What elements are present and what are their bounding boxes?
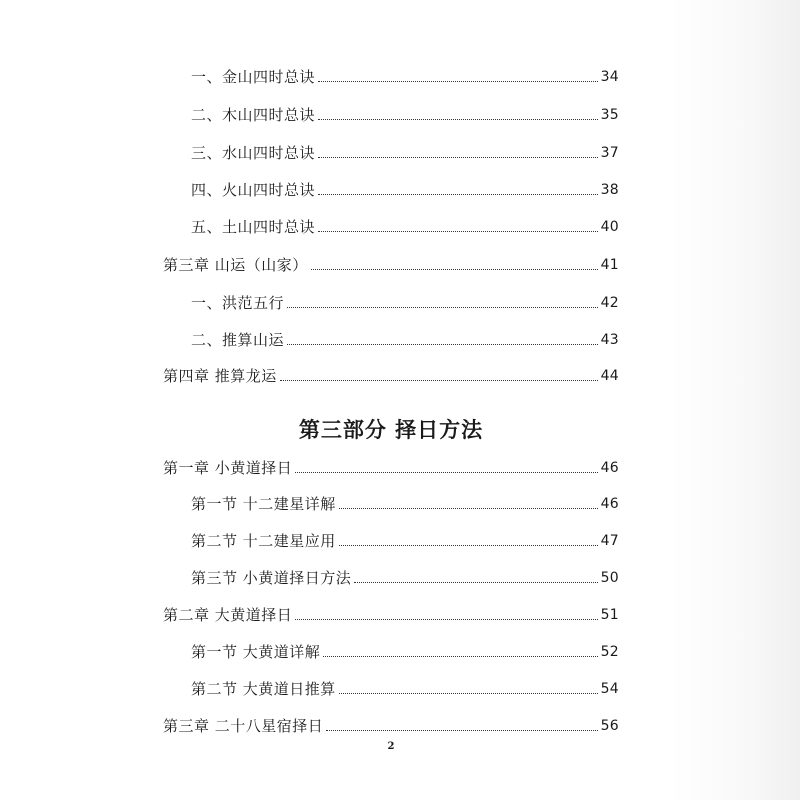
toc-chapter-entry[interactable]	[163, 362, 619, 386]
toc-entry-page: 37	[600, 145, 619, 161]
toc-leader-dots	[318, 193, 598, 195]
toc-leader-dots	[287, 343, 598, 345]
toc-entry-page: 40	[600, 219, 619, 235]
toc-entry-title: 第三节 小黄道择日方法	[191, 569, 352, 587]
toc-entry-title: 第一章 小黄道择日	[163, 459, 293, 477]
toc-entry-title: 第二节 大黄道日推算	[191, 680, 336, 698]
toc-entry-title: 第二章 大黄道择日	[163, 606, 293, 624]
toc-leader-dots	[318, 230, 598, 232]
toc-entry-title: 第一节 大黄道详解	[191, 643, 321, 661]
toc-chapter-entry[interactable]	[163, 712, 619, 736]
toc-leader-dots	[295, 471, 597, 473]
toc-entry[interactable]	[191, 527, 619, 551]
toc-entry-title: 四、火山四时总诀	[191, 181, 316, 199]
toc-entry[interactable]	[191, 139, 619, 163]
toc-entry-title: 三、水山四时总诀	[191, 144, 316, 162]
toc-entry[interactable]	[191, 675, 619, 699]
toc-entry-title: 五、土山四时总诀	[191, 218, 316, 236]
toc-entry-title: 一、洪范五行	[191, 294, 285, 312]
toc-leader-dots	[295, 618, 597, 620]
toc-entry-title: 一、金山四时总诀	[191, 68, 316, 86]
toc-entry[interactable]	[191, 176, 619, 200]
toc-entry[interactable]	[191, 213, 619, 237]
toc-entry-page: 34	[600, 69, 619, 85]
toc-entry[interactable]	[191, 289, 619, 313]
toc-entry[interactable]	[191, 63, 619, 87]
toc-entry-title: 第二节 十二建星应用	[191, 532, 336, 550]
toc-entry-page: 42	[600, 295, 619, 311]
page-number: 2	[387, 741, 395, 752]
toc-entry-title: 第一节 十二建星详解	[191, 495, 336, 513]
toc-entry[interactable]	[191, 326, 619, 350]
toc-leader-dots	[339, 692, 598, 694]
toc-entry-title: 二、木山四时总诀	[191, 106, 316, 124]
toc-entry-page: 35	[600, 107, 619, 123]
toc-leader-dots	[287, 306, 598, 308]
toc-leader-dots	[323, 655, 597, 657]
toc-leader-dots	[339, 507, 598, 509]
toc-entry-page: 56	[600, 718, 619, 734]
toc-entry-page: 47	[600, 533, 619, 549]
toc-leader-dots	[318, 80, 598, 82]
toc-chapter-entry[interactable]	[163, 454, 619, 478]
toc-entry-page: 44	[600, 368, 619, 384]
toc-entry-page: 54	[600, 681, 619, 697]
toc-entry[interactable]	[191, 101, 619, 125]
toc-entry-page: 46	[600, 496, 619, 512]
part-heading: 第三部分 择日方法	[298, 418, 484, 442]
toc-entry[interactable]	[191, 564, 619, 588]
toc-chapter-entry[interactable]	[163, 251, 619, 275]
toc-leader-dots	[318, 156, 598, 158]
toc-leader-dots	[311, 268, 598, 270]
toc-leader-dots	[280, 379, 598, 381]
toc-entry-title: 第四章 推算龙运	[163, 367, 277, 385]
toc-entry-page: 52	[600, 644, 619, 660]
toc-entry-page: 38	[600, 182, 619, 198]
toc-leader-dots	[339, 544, 598, 546]
toc-entry-page: 51	[600, 607, 619, 623]
toc-leader-dots	[318, 118, 598, 120]
toc-leader-dots	[326, 729, 597, 731]
toc-entry-page: 41	[600, 257, 619, 273]
toc-entry-page: 50	[600, 570, 619, 586]
toc-entry-title: 二、推算山运	[191, 331, 285, 349]
toc-entry[interactable]	[191, 490, 619, 514]
toc-entry-page: 46	[600, 460, 619, 476]
toc-entry-title: 第三章 山运（山家）	[163, 256, 308, 274]
toc-entry[interactable]	[191, 638, 619, 662]
toc-entry-title: 第三章 二十八星宿择日	[163, 717, 324, 735]
toc-entry-page: 43	[600, 332, 619, 348]
toc-chapter-entry[interactable]	[163, 601, 619, 625]
toc-leader-dots	[354, 581, 597, 583]
